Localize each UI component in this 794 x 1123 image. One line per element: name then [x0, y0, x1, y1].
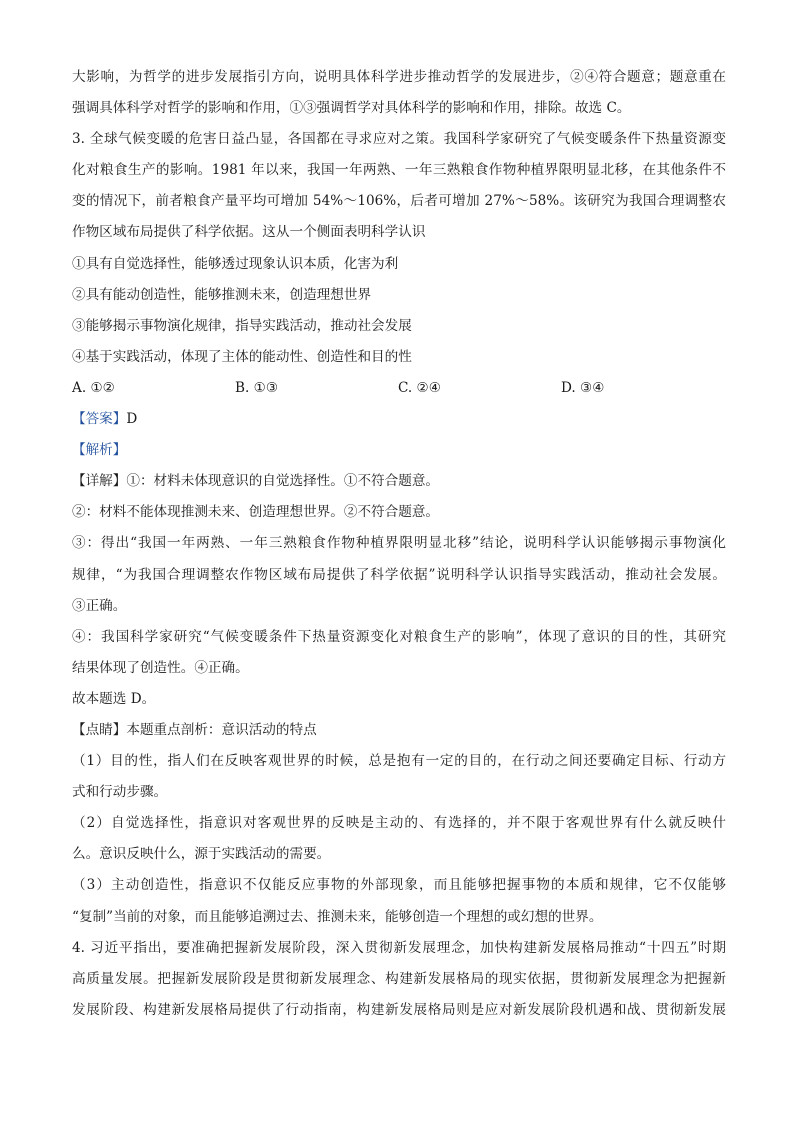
detail-line: 结果体现了创造性。④正确。 — [72, 659, 249, 676]
detail-line: ②：材料不能体现推测未来、创造理想世界。②不符合题意。 — [72, 504, 440, 521]
detail-line: ④：我国科学家研究“气候变暖条件下热量资源变化对粮食生产的影响”，体现了意识的目的性，其研究 — [72, 628, 726, 645]
tip-line — [72, 715, 726, 746]
question-4-stem-line: 高质量发展。把握新发展阶段是贯彻新发展理念、构建新发展格局的现实依据，贯彻新发展理念为把握新 — [72, 970, 726, 987]
answer-value: D — [126, 411, 138, 428]
statement-4: ④基于实践活动，体现了主体的能动性、创造性和目的性 — [72, 348, 412, 365]
detail-line: 规律，“为我国合理调整农作物区域布局提供了科学依据”说明科学认识指导实践活动，推动社会发展。 — [72, 566, 726, 583]
statement-1: ①具有自觉选择性，能够透过现象认识本质，化害为利 — [72, 255, 399, 272]
question-4-stem-line: 发展阶段、构建新发展格局提供了行动指南，构建新发展格局则是应对新发展阶段机遇和战、贯彻新发展 — [72, 1001, 726, 1018]
question-4-stem-line: 4. 习近平指出，要准确把握新发展阶段，深入贯彻新发展理念，加快构建新发展格局推动“十四五”时期 — [72, 939, 726, 956]
tip-line: 么。意识反映什么，源于实践活动的需要。 — [72, 846, 331, 863]
tip-line: “复制”当前的对象，而且能够追溯过去、推测未来，能够创造一个理想的或幻想的世界。 — [72, 908, 603, 925]
answer-tag: 【答案】 — [72, 411, 127, 428]
detail-line: 故本题选 D。 — [72, 690, 156, 707]
answer-line — [72, 404, 726, 435]
analysis-tag: 【解析】 — [72, 442, 127, 459]
detail-text: ①：材料未体现意识的自觉选择性。①不符合题意。 — [126, 473, 440, 490]
detail-line: ③：得出“我国一年两熟、一年三熟粮食作物种植界限明显北移”结论，说明科学认识能够揭示事物演化 — [72, 535, 726, 552]
tip-line: （1）目的性，指人们在反映客观世界的时候，总是抱有一定的目的，在行动之间还要确定目标、行动方 — [72, 753, 726, 770]
statement-3: ③能够揭示事物演化规律，指导实践活动，推动社会发展 — [72, 317, 412, 334]
answer-options — [72, 373, 726, 404]
tip-line: 式和行动步骤。 — [72, 784, 168, 801]
document-body — [72, 62, 726, 1026]
paragraph-line: 大影响，为哲学的进步发展指引方向，说明具体科学进步推动哲学的发展进步，②④符合题意；题意重在 — [72, 69, 726, 85]
tip-title: 本题重点剖析：意识活动的特点 — [126, 721, 317, 738]
tip-tag: 【点睛】 — [72, 721, 127, 738]
option-c: C. ②④ — [398, 379, 441, 396]
option-b: B. ①③ — [235, 379, 279, 396]
option-d: D. ③④ — [561, 379, 605, 396]
detail-line: ③正确。 — [72, 597, 127, 614]
question-3-stem-line: 变的情况下，前者粮食产量平均可增加 54%～106%，后者可增加 27%～58%。该研究为我国合理调整农 — [72, 193, 726, 210]
paragraph-line: 强调具体科学对哲学的影响和作用，①③强调哲学对具体科学的影响和作用，排除。故选 C。 — [72, 100, 631, 117]
question-3-stem-line: 化对粮食生产的影响。1981 年以来，我国一年两熟、一年三熟粮食作物种植界限明显北移，在其他条件不 — [72, 162, 726, 179]
statement-2: ②具有能动创造性，能够推测未来，创造理想世界 — [72, 286, 372, 303]
question-3-stem-line: 作物区域布局提供了科学依据。这从一个侧面表明科学认识 — [72, 224, 426, 241]
detail-line — [72, 466, 726, 497]
question-3-stem-line: 3. 全球气候变暖的危害日益凸显，各国都在寻求应对之策。我国科学家研究了气候变暖条件下热量资源变 — [72, 131, 726, 148]
detail-tag: 【详解】 — [72, 473, 127, 490]
tip-line: （3）主动创造性，指意识不仅能反应事物的外部现象，而且能够把握事物的本质和规律，它不仅能够 — [72, 877, 726, 894]
option-a: A. ①② — [72, 379, 115, 396]
tip-line: （2）自觉选择性，指意识对客观世界的反映是主动的、有选择的，并不限于客观世界有什么就反映什 — [72, 815, 726, 832]
analysis-line — [72, 435, 726, 466]
